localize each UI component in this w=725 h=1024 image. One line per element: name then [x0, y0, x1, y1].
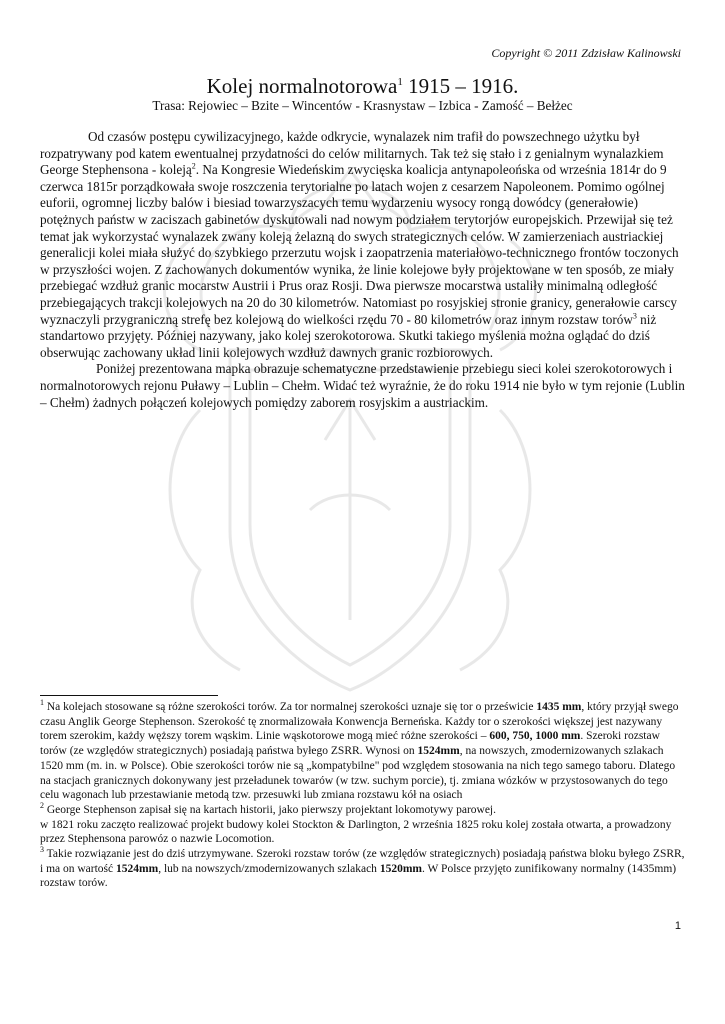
- page-number: 1: [674, 920, 681, 932]
- footnote-3-bold-1: 1524mm: [116, 862, 159, 875]
- footnote-1-text-a: Na kolejach stosowane są różne szerokości torów. Za tor normalnej szerokości uznaje się tor o prześwicie: [44, 701, 537, 713]
- footnote-2: [40, 803, 685, 818]
- footnote-3-text-d: . W Polsce przyjęto zunifikowany normalny (1435mm) rozstaw torów.: [40, 862, 677, 890]
- paragraph-2: Poniżej prezentowana mapka obrazuje schematyczne przedstawienie przebiegu sieci kolei szerokotorowych i normalnotorowych rejonu Puławy – Lublin – Chełm. Widać też wyraźnie, że do roku 1914 nie było w tym rejonie (Lublin – Chełm) żadnych połączeń kolejowych pomiędzy zaborem rosyjskim a austriackim.: [40, 361, 685, 410]
- title-text: Kolej normalnotorowa: [206, 74, 398, 98]
- footnote-3-number: 3: [40, 845, 44, 855]
- paragraph-1-part-c: niż standartowo przyjęty. Później nazywany, jako kolej szerokotorowa. Skutki takiego myślenia można oglądać do dziś obserwując zachowany układ linii kolejowych wzdłuż dawnych granic rozbiorowych.: [40, 311, 657, 360]
- footnotes: [40, 700, 685, 891]
- footnote-1-bold-2: 600, 750, 1000 mm: [489, 730, 581, 743]
- footnote-3-bold-2: 1520mm: [379, 862, 422, 875]
- footnote-1-text-e: , na nowszych, zmodernizowanych szlakach 1520 mm (m. in. w Polsce). Obie szerokości torów nie są „kompatybilne" pod względem stosowania na nich tego samego taboru. Dlatego na stacjach granicznych dokonywany jest przeładunek towarów (w tzw. suchym porcie), tj. zmiana wózków w przystosowanych do tego celu wagonach lub przestawianie metodą tzw. przesuwki lub zmiana rozstawu kół na osiach: [40, 745, 676, 802]
- footnote-2-number: 2: [40, 801, 44, 811]
- paragraph-1-part-a: Od czasów postępu cywilizacyjnego, każde odkrycie, wynalazek nim trafił do powszechnego użytku był rozpatrywany pod katem ewentualnej przydatności do celów militarnych. Tak też się stało i z genialnym wynalazkiem George Stephensona - koleją: [40, 129, 664, 178]
- route-subtitle: Trasa: Rejowiec – Bzite – Wincentów - Krasnystaw – Izbica - Zamość – Bełżec: [152, 98, 573, 113]
- copyright-notice: Copyright © 2011 Zdzisław Kalinowski: [491, 46, 681, 60]
- footnote-2-text-a: George Stephenson zapisał się na kartach historii, jako pierwszy projektant lokomotywy parowej.: [44, 803, 497, 816]
- title-years: 1915 – 1916.: [402, 74, 519, 98]
- footnote-3-text-c: , lub na nowszych/zmodernizowanych szlakach: [158, 862, 380, 875]
- footnote-1: [40, 700, 685, 803]
- footnote-3-text-a: Takie rozwiązanie jest do dziś utrzymywane. Szeroki rozstaw torów (ze względów strategicznych) posiadają państwa bloku byłego ZSRR, i ma on wartość: [40, 848, 685, 875]
- body-text: [40, 129, 685, 411]
- footnote-2-continued: w 1821 roku zaczęto realizować projekt budowy kolei Stockton & Darlington, 2 września 1825 roku kolej została otwarta, a prowadzony przez Stephensona parowóz o nazwie Locomotion.: [40, 818, 672, 846]
- footnote-separator: [40, 695, 218, 696]
- footnote-1-number: 1: [40, 698, 44, 708]
- paragraph-1-part-b: . Na Kongresie Wiedeńskim zwycięska koalicja antynapoleońska od września 1814r do 9 czerwca 1815r porządkowała swoje roszczenia terytorialne po latach wojen z cesarzem Napoleonem. Pomimo ogólnej euforii, ogromnej liczby balów i biesiad towarzyszacych temu wydarzeniu wysocy rongą dowódcy (generałowie) potężnych państw w zaciszach gabinetów dyskutowali nad nowym podziałem terytorjów europejskich. Przewijał się też temat jak wykorzystać wynalazek zwany koleją żelazną do swych strategicznych celów. W zamierzeniach austriackiej generalicji kolei miała służyć do szybkiego przerzutu wojsk i zaopatrzenia materiałowo-technicznego frontów toczonych w przyszłości wojen. Z zachowanych dokumentów wynika, że linie kolejowe były projektowane w ten sposób, ze miały przebiegać wzdłuż granic mocarstw Austrii i Prus oraz Rosji. Dwa pierwsze mocarstwa ustaliły minimalną odległość przebiegających trakcji kolejowych na 20 do 30 kilometrów. Natomiast po rosyjskiej stronie granicy, generałowie carscy wyznaczyli przygraniczną strefę bez kolejową do wielkości rzędu 70 - 80 kilometrów oraz innym rozstaw torów: [40, 162, 679, 327]
- footnote-3: [40, 847, 685, 891]
- paragraph-1: [40, 129, 685, 361]
- footnote-1-bold-3: 1524mm: [417, 745, 460, 758]
- footnote-1-text-c: , który przyjął swego czasu Anglik George Stephenson. Szerokość tę znormalizowała Konwencja Berneńska. Każdy tor o szerokości większej jest nazywany torem szerokim, każdy węższy torem wąskim. Linie wąskotorowe mogą mieć różne szerokości –: [40, 701, 679, 743]
- page-title: [0, 74, 725, 98]
- title-footnote-ref: 1: [397, 76, 403, 88]
- footnote-ref-2: 2: [191, 161, 196, 171]
- footnote-ref-3: 3: [632, 311, 637, 321]
- footnote-1-bold-1: 1435 mm: [536, 701, 582, 713]
- footnote-1-text-d: . Szeroki rozstaw torów (ze względów strategicznych) posiadają państwa byłego ZSRR. Wynosi on: [40, 730, 660, 758]
